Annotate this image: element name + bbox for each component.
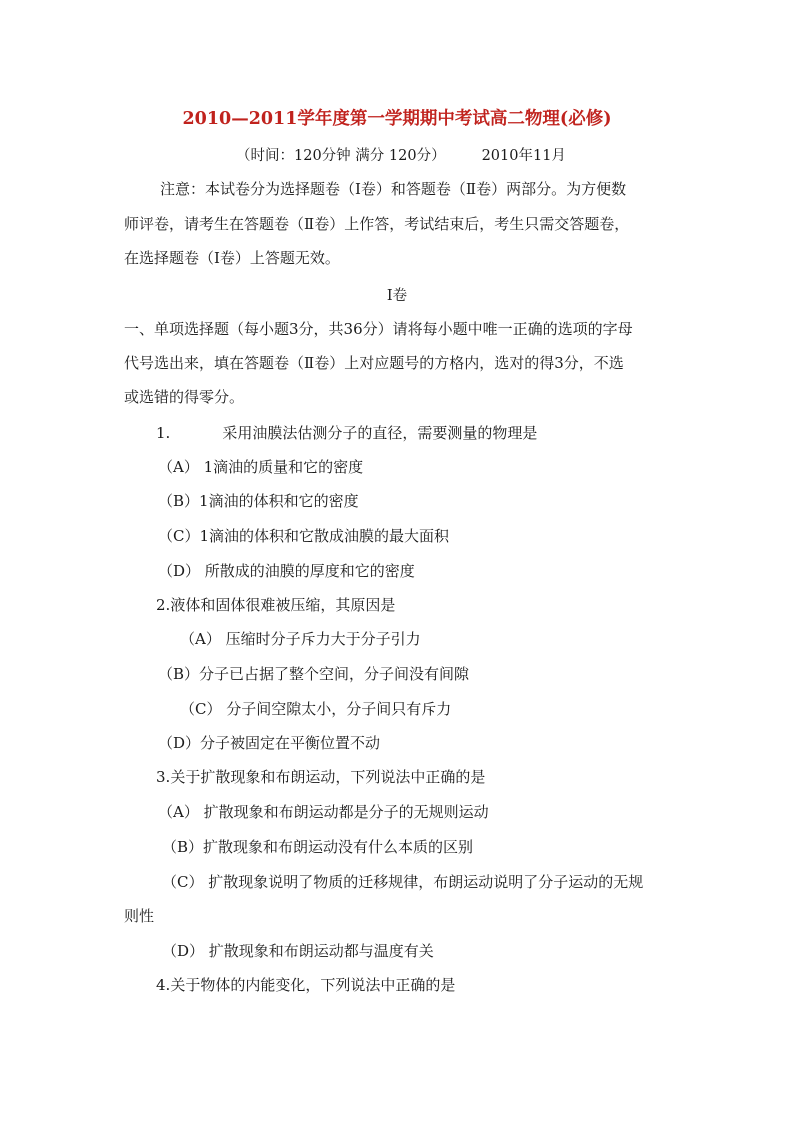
question-number: 1. <box>156 424 171 442</box>
option-a: （A） 扩散现象和布朗运动都是分子的无规则运动 <box>158 803 489 821</box>
option-a: （A） 1滴油的质量和它的密度 <box>158 458 364 476</box>
question-text: 关于扩散现象和布朗运动，下列说法中正确的是 <box>170 768 486 786</box>
option-d: （D） 所散成的油膜的厚度和它的密度 <box>158 562 415 580</box>
option-c: （C） 分子间空隙太小，分子间只有斥力 <box>180 700 452 718</box>
question-stem <box>156 767 485 787</box>
time-info: （时间：120分钟 满分 120分） <box>236 148 446 164</box>
option-b: （B）分子已占据了整个空间，分子间没有间隙 <box>158 665 470 683</box>
question-text: 采用油膜法估测分子的直径，需要测量的物理是 <box>222 424 538 442</box>
question-number: 2. <box>156 596 171 614</box>
part1-instruction-line-3: 或选错的得零分。 <box>124 388 245 406</box>
section-title: Ⅰ卷 <box>386 288 408 304</box>
part1-instruction-line-1: 一、单项选择题（每小题3分，共36分）请将每小题中唯一正确的选项的字母 <box>124 320 633 338</box>
notice-line-3: 在选择题卷（Ⅰ卷）上答题无效。 <box>124 249 340 267</box>
exam-date: 2010年11月 <box>481 148 566 164</box>
option-b: （B）1滴油的体积和它的密度 <box>158 492 359 510</box>
question-stem <box>156 423 537 443</box>
part1-instruction-line-2: 代号选出来，填在答题卷（Ⅱ卷）上对应题号的方格内，选对的得3分，不选 <box>124 354 624 372</box>
option-b: （B）扩散现象和布朗运动没有什么本质的区别 <box>162 838 474 856</box>
notice-line-1: 注意：本试卷分为选择题卷（Ⅰ卷）和答题卷（Ⅱ卷）两部分。为方便数 <box>160 180 627 198</box>
question-stem <box>156 975 455 995</box>
option-c: （C） 扩散现象说明了物质的迁移规律，布朗运动说明了分子运动的无规 <box>162 873 644 891</box>
question-number: 3. <box>156 768 171 786</box>
notice-line-2: 师评卷，请考生在答题卷（Ⅱ卷）上作答，考试结束后，考生只需交答题卷， <box>124 215 630 233</box>
option-a: （A） 压缩时分子斥力大于分子引力 <box>180 630 421 648</box>
question-text: 关于物体的内能变化，下列说法中正确的是 <box>170 976 456 994</box>
question-text: 液体和固体很难被压缩，其原因是 <box>170 596 396 614</box>
option-c-continued: 则性 <box>124 907 155 925</box>
question-number: 4. <box>156 976 171 994</box>
option-c: （C）1滴油的体积和它散成油膜的最大面积 <box>158 527 450 545</box>
option-d: （D）分子被固定在平衡位置不动 <box>158 734 381 752</box>
exam-title: 2010—2011学年度第一学期期中考试高二物理(必修) <box>182 109 612 129</box>
question-stem <box>156 595 395 615</box>
exam-subtitle <box>236 146 566 166</box>
option-d: （D） 扩散现象和布朗运动都与温度有关 <box>162 942 434 960</box>
